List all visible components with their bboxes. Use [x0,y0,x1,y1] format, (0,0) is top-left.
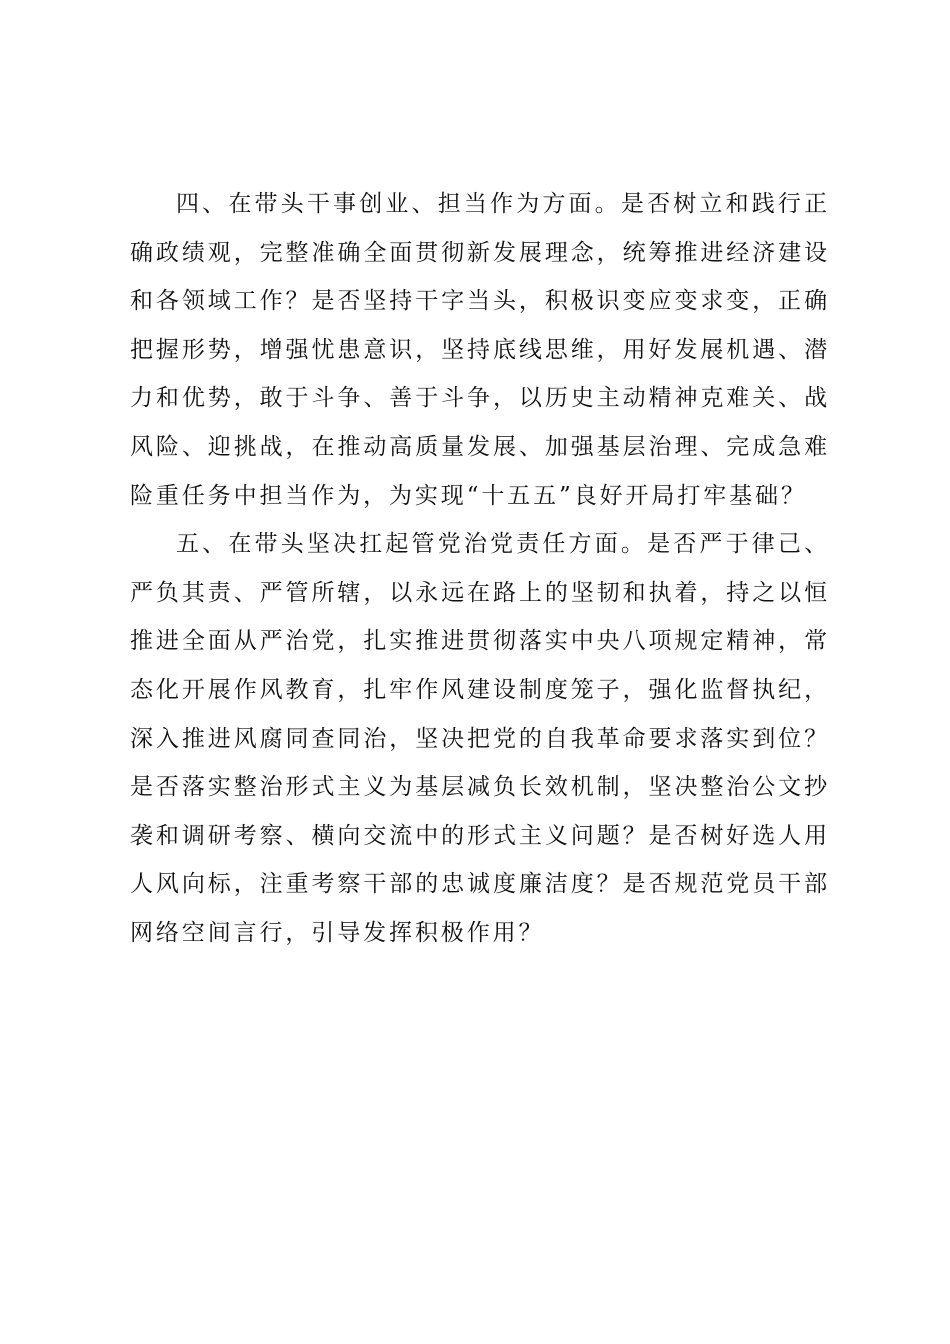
paragraph-section-five: 五、在带头坚决扛起管党治党责任方面。是否严于律己、严负其责、严管所辖，以永远在路上的坚韧和执着，持之以恒推进全面从严治党，扎实推进贯彻落实中央八项规定精神，常态化开展作风教育，扎牢作风建设制度笼子，强化监督执纪，深入推进风腐同查同治，坚决把党的自我革命要求落实到位？是否落实整治形式主义为基层减负长效机制，坚决整治公文抄袭和调研考察、横向交流中的形式主义问题？是否树好选人用人风向标，注重考察干部的忠诚度廉洁度？是否规范党员干部网络空间言行，引导发挥积极作用？ [130,531,830,946]
paragraph-section-four: 四、在带头干事创业、担当作为方面。是否树立和践行正确政绩观，完整准确全面贯彻新发展理念，统筹推进经济建设和各领域工作？是否坚持干字当头，积极识变应变求变，正确把握形势，增强忧患意识，坚持底线思维，用好发展机遇、潜力和优势，敢于斗争、善于斗争，以历史主动精神克难关、战风险、迎挑战，在推动高质量发展、加强基层治理、完成急难险重任务中担当作为，为实现“十五五”良好开局打牢基础？ [130,191,830,509]
document-body [130,180,830,958]
